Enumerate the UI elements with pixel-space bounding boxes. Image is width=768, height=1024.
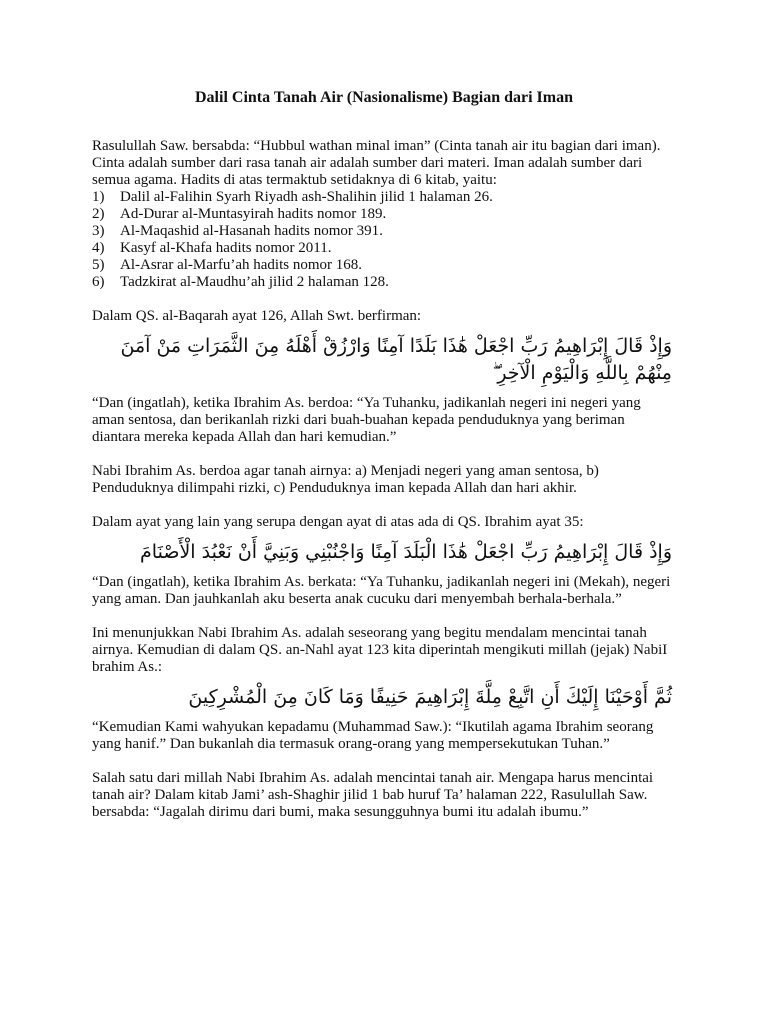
document-body — [92, 138, 672, 821]
source-text: Al-Asrar al-Marfu’ah hadits nomor 168. — [120, 257, 363, 273]
intro-paragraph: Rasulullah Saw. bersabda: “Hubbul wathan minal iman” (Cinta tanah air itu bagian dari iman). Cinta adalah sumber dari rasa tanah air adalah sumber dari materi. Iman adalah sumber dari semua agama. Hadits di atas termaktub setidaknya di 6 kitab, yaitu: — [92, 138, 661, 188]
source-number: 5) — [92, 257, 105, 273]
source-list — [92, 189, 672, 291]
spacer — [92, 446, 672, 463]
source-item — [92, 206, 672, 223]
nahl-translation: “Kemudian Kami wahyukan kepadamu (Muhammad Saw.): “Ikutilah agama Ibrahim seorang yang hanif.” Dan bukanlah dia termasuk orang-orang yang mempersekutukan Tuhan.” — [92, 719, 654, 752]
source-item — [92, 240, 672, 257]
document-title: Dalil Cinta Tanah Air (Nasionalisme) Bagian dari Iman — [195, 89, 573, 106]
baqarah-translation: “Dan (ingatlah), ketika Ibrahim As. berdoa: “Ya Tuhanku, jadikanlah negeri ini negeri yang aman sentosa, dan berikanlah rizki dari buah-buahan kepada penduduknya yang beriman diantara mereka kepada Allah dan hari kemudian.” — [92, 395, 641, 445]
source-item — [92, 274, 672, 291]
baqarah-intro: Dalam QS. al-Baqarah ayat 126, Allah Swt. berfirman: — [92, 308, 422, 324]
spacer — [92, 291, 672, 308]
spacer — [92, 497, 672, 514]
prayer-summary: Nabi Ibrahim As. berdoa agar tanah airnya: a) Menjadi negeri yang aman sentosa, b) Penduduknya dilimpahi rizki, c) Penduduknya iman kepada Allah dan hari akhir. — [92, 463, 599, 496]
ibrahim-translation: “Dan (ingatlah), ketika Ibrahim As. berkata: “Ya Tuhanku, jadikanlah negeri ini (Mekah), negeri yang aman. Dan jauhkanlah aku beserta anak cucuku dari menyembah berhala-berhala.” — [92, 574, 671, 607]
source-number: 4) — [92, 240, 105, 256]
source-text: Dalil al-Falihin Syarh Riyadh ash-Shalihin jilid 1 halaman 26. — [120, 189, 493, 205]
spacer — [92, 753, 672, 770]
source-number: 6) — [92, 274, 105, 290]
baqarah-arabic-verse: وَإِذْ قَالَ إِبْرَاهِيمُ رَبِّ اجْعَلْ هَٰذَا بَلَدًا آمِنًا وَارْزُقْ أَهْلَهُ مِنَ الثَّمَرَاتِ مَنْ آمَنَ مِنْهُمْ بِاللَّهِ وَالْيَوْمِ الْآخِرِ ۖ — [120, 335, 672, 384]
spacer — [92, 608, 672, 625]
ibrahim-intro: Dalam ayat yang lain yang serupa dengan ayat di atas ada di QS. Ibrahim ayat 35: — [92, 514, 584, 530]
source-item — [92, 189, 672, 206]
source-item — [92, 223, 672, 240]
closing-paragraph: Salah satu dari millah Nabi Ibrahim As. adalah mencintai tanah air. Mengapa harus mencintai tanah air? Dalam kitab Jami’ ash-Shaghir jilid 1 bab huruf Ta’ halaman 222, Rasulullah Saw. bersabda: “Jagalah dirimu dari bumi, maka sesungguhnya bumi itu adalah ibumu.” — [92, 770, 654, 820]
source-item — [92, 257, 672, 274]
source-number: 2) — [92, 206, 105, 222]
source-text: Kasyf al-Khafa hadits nomor 2011. — [120, 240, 332, 256]
source-text: Al-Maqashid al-Hasanah hadits nomor 391. — [120, 223, 383, 239]
source-text: Tadzkirat al-Maudhu’ah jilid 2 halaman 128. — [120, 274, 389, 290]
source-number: 1) — [92, 189, 105, 205]
love-paragraph: Ini menunjukkan Nabi Ibrahim As. adalah seseorang yang begitu mendalam mencintai tanah airnya. Kemudian di dalam QS. an-Nahl ayat 123 kita diperintah mengikuti millah (jejak) NabiI brahim As.: — [92, 625, 668, 675]
source-number: 3) — [92, 223, 105, 239]
ibrahim-arabic-verse: وَإِذْ قَالَ إِبْرَاهِيمُ رَبِّ اجْعَلْ هَٰذَا الْبَلَدَ آمِنًا وَاجْنُبْنِي وَبَنِيَّ أَنْ نَعْبُدَ الْأَصْنَامَ — [140, 541, 672, 563]
source-text: Ad-Durar al-Muntasyirah hadits nomor 189. — [120, 206, 387, 222]
nahl-arabic-verse: ثُمَّ أَوْحَيْنَا إِلَيْكَ أَنِ اتَّبِعْ مِلَّةَ إِبْرَاهِيمَ حَنِيفًا وَمَا كَانَ مِنَ الْمُشْرِكِينَ — [188, 686, 672, 708]
